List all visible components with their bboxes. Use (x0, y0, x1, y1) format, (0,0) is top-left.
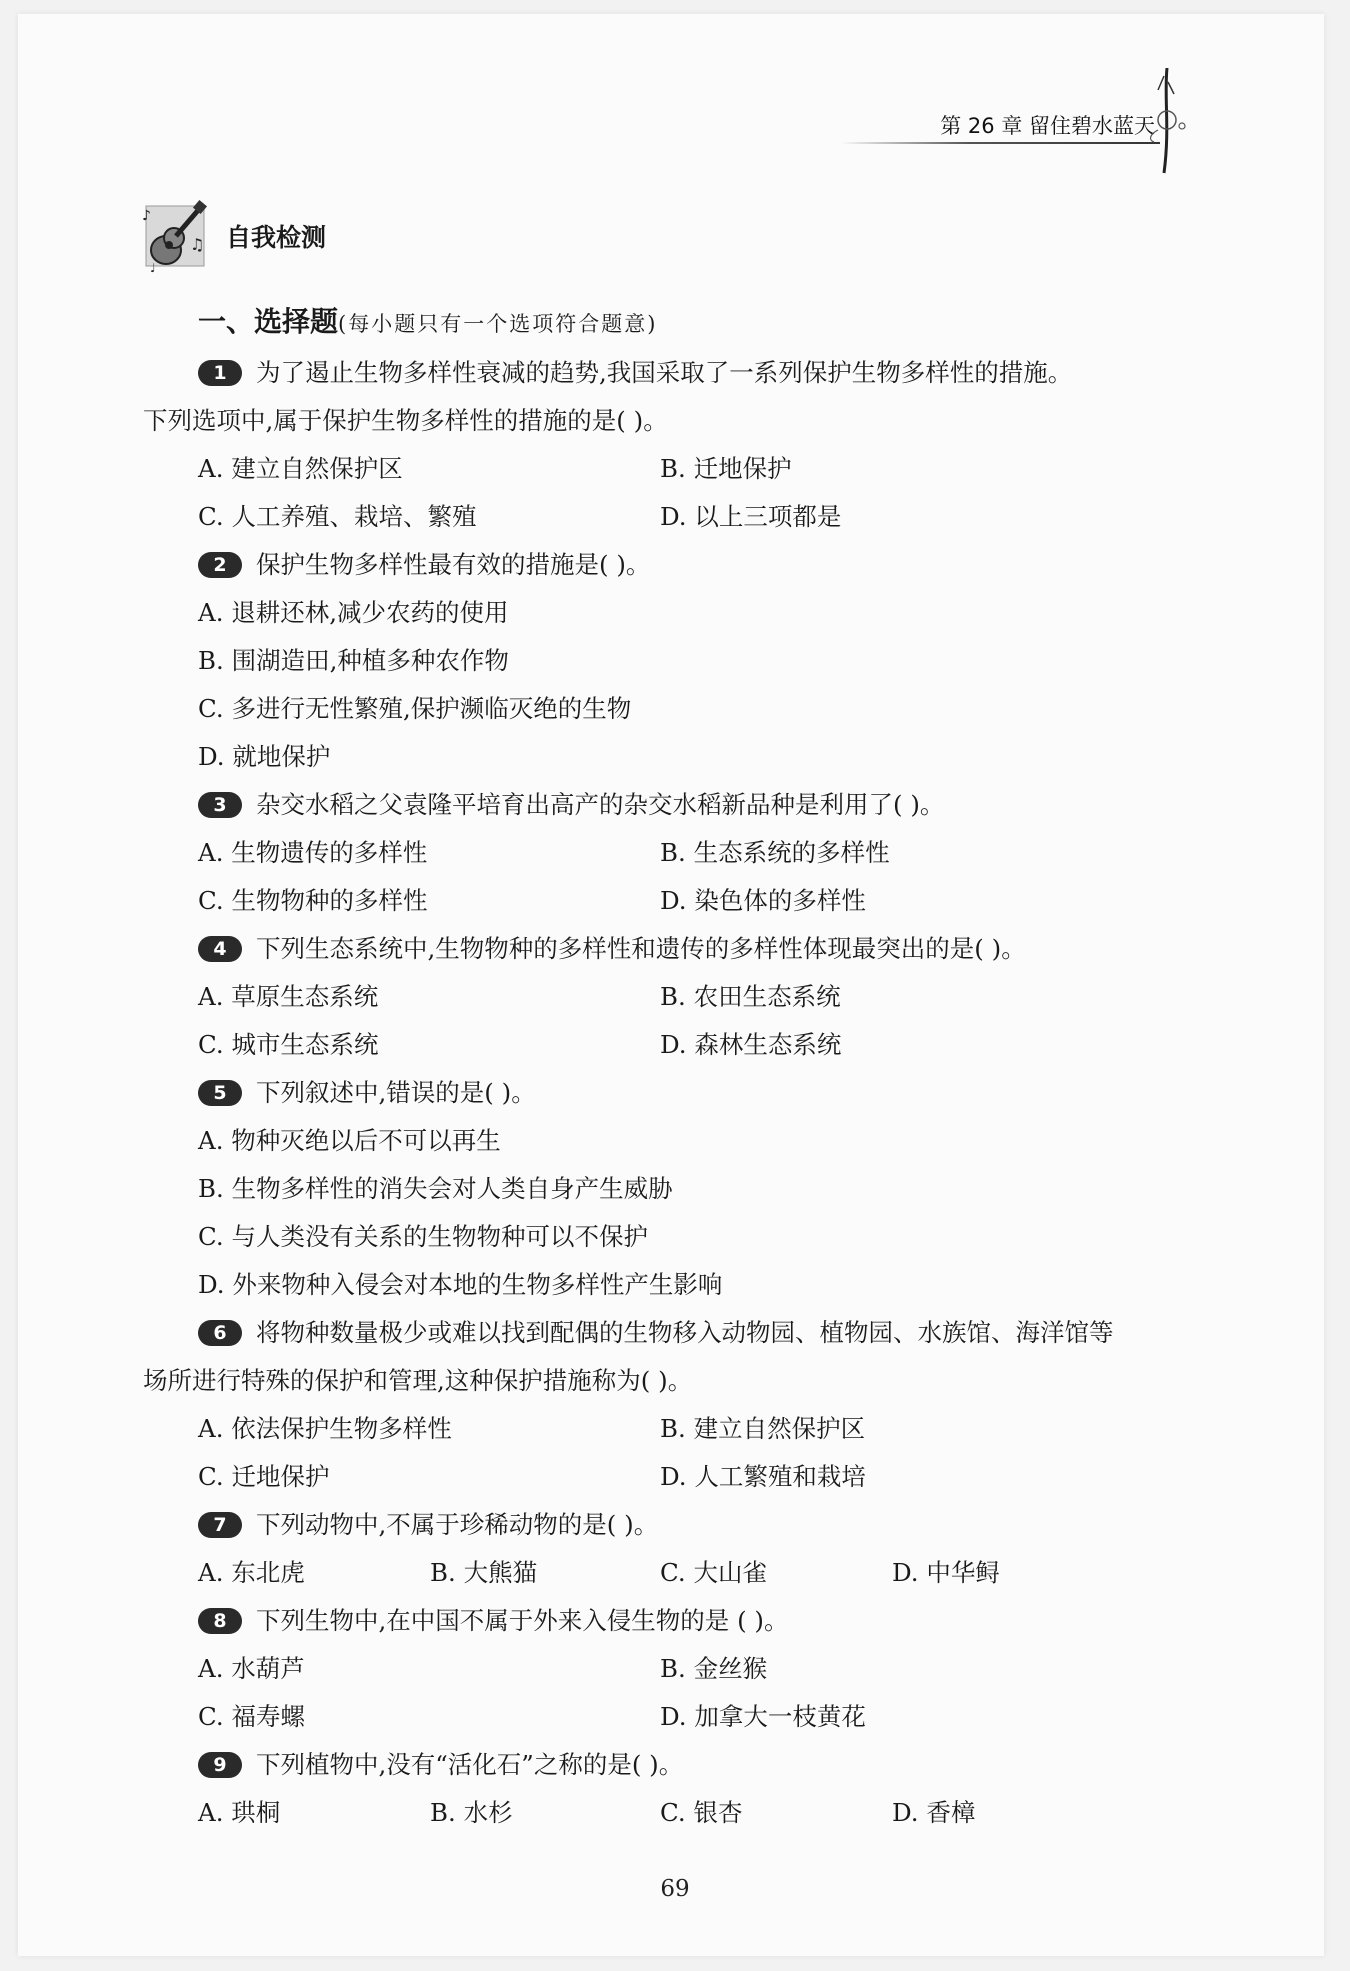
option-b: B. 生物多样性的消失会对人类自身产生威胁 (198, 1174, 673, 1203)
svg-text:♫: ♫ (190, 235, 205, 254)
question-stem-text: 将物种数量极少或难以找到配偶的生物移入动物园、植物园、水族馆、海洋馆等 (256, 1318, 1114, 1347)
option-a: A. 珙桐 (198, 1798, 281, 1827)
option-c: C. 迁地保护 (198, 1462, 330, 1491)
option-b: B. 迁地保护 (660, 454, 792, 483)
question-stem (198, 548, 650, 582)
question-stem (198, 1316, 1114, 1350)
question-stem-text: 为了遏止生物多样性衰减的趋势,我国采取了一系列保护生物多样性的措施。 (256, 358, 1073, 387)
option-c: C. 城市生态系统 (198, 1030, 379, 1059)
option-d: D. 就地保护 (198, 742, 331, 771)
question-number-badge: 9 (198, 1752, 242, 1778)
option-b: B. 农田生态系统 (660, 982, 841, 1011)
question-stem (198, 1076, 536, 1110)
header-rule (840, 142, 1160, 144)
question-stem (198, 1604, 788, 1638)
question-number-badge: 5 (198, 1080, 242, 1106)
option-d: D. 以上三项都是 (660, 502, 842, 531)
option-d: D. 外来物种入侵会对本地的生物多样性产生影响 (198, 1270, 723, 1299)
option-b: B. 生态系统的多样性 (660, 838, 890, 867)
question-stem-text: 杂交水稻之父袁隆平培育出高产的杂交水稻新品种是利用了( )。 (256, 790, 945, 819)
question-stem-text: 下列植物中,没有“活化石”之称的是( )。 (256, 1750, 684, 1779)
question-number-badge: 8 (198, 1608, 242, 1634)
option-d: D. 中华鲟 (892, 1558, 1000, 1587)
question-number-badge: 2 (198, 552, 242, 578)
guitar-icon (140, 198, 212, 274)
chapter-header (840, 108, 1190, 148)
svg-text:♩: ♩ (150, 261, 156, 274)
option-a: A. 生物遗传的多样性 (198, 838, 428, 867)
question-stem-text: 下列生物中,在中国不属于外来入侵生物的是 ( )。 (256, 1606, 789, 1635)
question-stem (198, 788, 944, 822)
option-d: D. 加拿大一枝黄花 (660, 1702, 866, 1731)
question-type-heading (198, 300, 657, 340)
option-c: C. 人工养殖、栽培、繁殖 (198, 502, 477, 531)
page-number: 69 (660, 1876, 690, 1902)
option-c: C. 多进行无性繁殖,保护濒临灭绝的生物 (198, 694, 632, 723)
question-type-title: 一、选择题 (198, 305, 339, 338)
option-d: D. 人工繁殖和栽培 (660, 1462, 866, 1491)
option-a: A. 退耕还林,减少农药的使用 (198, 598, 509, 627)
question-number-badge: 6 (198, 1320, 242, 1346)
svg-text:♪: ♪ (142, 208, 151, 224)
option-b: B. 水杉 (430, 1798, 513, 1827)
section-heading (140, 196, 326, 276)
question-stem (198, 356, 1072, 390)
question-stem (198, 1748, 683, 1782)
question-stem (198, 932, 1026, 966)
option-c: C. 福寿螺 (198, 1702, 305, 1731)
option-b: B. 围湖造田,种植多种农作物 (198, 646, 509, 675)
option-a: A. 建立自然保护区 (198, 454, 403, 483)
question-number-badge: 1 (198, 360, 242, 386)
flower-ornament-icon (1144, 68, 1190, 178)
question-stem (198, 1508, 658, 1542)
question-type-note: (每小题只有一个选项符合题意) (338, 312, 658, 336)
question-number-badge: 3 (198, 792, 242, 818)
option-c: C. 大山雀 (660, 1558, 767, 1587)
option-c: C. 生物物种的多样性 (198, 886, 428, 915)
question-stem-continued: 下列选项中,属于保护生物多样性的措施的是( )。 (143, 406, 668, 435)
chapter-title: 第 26 章 留住碧水蓝天 (940, 114, 1155, 138)
question-stem-text: 保护生物多样性最有效的措施是( )。 (256, 550, 651, 579)
option-a: A. 草原生态系统 (198, 982, 379, 1011)
option-c: C. 与人类没有关系的生物物种可以不保护 (198, 1222, 648, 1251)
option-b: B. 建立自然保护区 (660, 1414, 866, 1443)
option-a: A. 东北虎 (198, 1558, 305, 1587)
question-number-badge: 4 (198, 936, 242, 962)
option-a: A. 水葫芦 (198, 1654, 305, 1683)
question-number-badge: 7 (198, 1512, 242, 1538)
option-d: D. 香樟 (892, 1798, 976, 1827)
question-stem-text: 下列动物中,不属于珍稀动物的是( )。 (256, 1510, 659, 1539)
section-title: 自我检测 (226, 223, 327, 252)
option-a: A. 物种灭绝以后不可以再生 (198, 1126, 501, 1155)
question-stem-text: 下列生态系统中,生物物种的多样性和遗传的多样性体现最突出的是( )。 (256, 934, 1026, 963)
question-stem-text: 下列叙述中,错误的是( )。 (256, 1078, 536, 1107)
option-b: B. 大熊猫 (430, 1558, 538, 1587)
option-d: D. 森林生态系统 (660, 1030, 842, 1059)
option-b: B. 金丝猴 (660, 1654, 768, 1683)
question-stem-continued: 场所进行特殊的保护和管理,这种保护措施称为( )。 (143, 1366, 693, 1395)
option-d: D. 染色体的多样性 (660, 886, 866, 915)
option-a: A. 依法保护生物多样性 (198, 1414, 452, 1443)
option-c: C. 银杏 (660, 1798, 743, 1827)
